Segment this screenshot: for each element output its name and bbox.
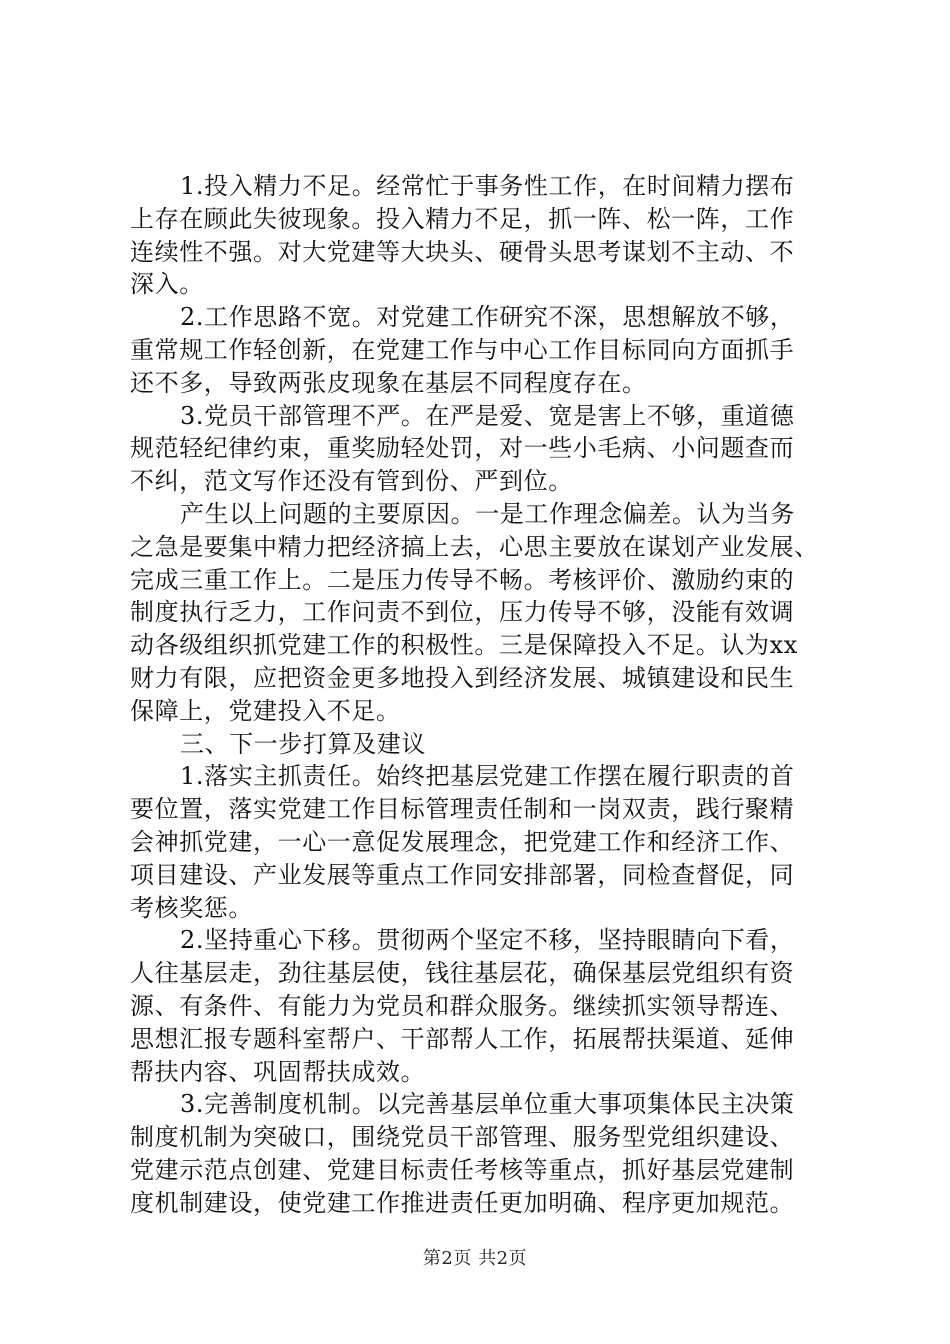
paragraph-line: 制度执行乏力，工作问责不到位，压力传导不够，没能有效调 (130, 598, 795, 627)
paragraph-line: 1.投入精力不足。经常忙于事务性工作，在时间精力摆布 (180, 172, 795, 200)
paragraph-line: 思想汇报专题科室帮户、干部帮人工作，拓展帮扶渠道、延伸 (130, 1024, 795, 1053)
paragraph-line: 保障上，党建投入不足。 (130, 696, 401, 725)
paragraph-line: 会神抓党建，一心一意促发展理念，把党建工作和经济工作、 (130, 827, 795, 856)
page-number-footer: 第2页 共2页 (422, 1248, 528, 1269)
paragraph-line: 人往基层走，劲往基层使，钱往基层花，确保基层党组织有资 (130, 959, 795, 988)
document-body (130, 170, 830, 1220)
paragraph-line: 不纠，范文写作还没有管到份、严到位。 (130, 467, 573, 496)
paragraph-line: 深入。 (130, 270, 204, 299)
paragraph-line: 之急是要集中精力把经济搞上去，心思主要放在谋划产业发展、 (130, 532, 819, 561)
paragraph-line: 制度机制为突破口，围绕党员干部管理、服务型党组织建设、 (130, 1123, 795, 1152)
paragraph-line: 3.完善制度机制。以完善基层单位重大事项集体民主决策 (180, 1090, 795, 1119)
paragraph-line: 要位置，落实党建工作目标管理责任制和一岗双责，践行聚精 (130, 795, 795, 824)
paragraph-line: 2.工作思路不宽。对党建工作研究不深，思想解放不够， (180, 303, 795, 332)
paragraph-line: 考核奖惩。 (130, 893, 253, 922)
paragraph-line: 财力有限，应把资金更多地投入到经济发展、城镇建设和民生 (130, 663, 795, 692)
paragraph-line: 1.落实主抓责任。始终把基层党建工作摆在履行职责的首 (180, 762, 795, 791)
section-heading: 三、下一步打算及建议 (180, 729, 426, 758)
paragraph-line: 上存在顾此失彼现象。投入精力不足，抓一阵、松一阵，工作 (130, 204, 795, 233)
paragraph-line: 产生以上问题的主要原因。一是工作理念偏差。认为当务 (180, 499, 795, 528)
paragraph-line: 规范轻纪律约束，重奖励轻处罚，对一些小毛病、小问题查而 (130, 434, 795, 463)
paragraph-line: 度机制建设，使党建工作推进责任更加明确、程序更加规范。 (130, 1188, 795, 1217)
paragraph-line: 党建示范点创建、党建目标责任考核等重点，抓好基层党建制 (130, 1155, 795, 1184)
paragraph-line: 项目建设、产业发展等重点工作同安排部署，同检查督促，同 (130, 860, 795, 889)
paragraph-line: 3.党员干部管理不严。在严是爱、宽是害上不够，重道德 (180, 401, 795, 430)
paragraph-line: 帮扶内容、巩固帮扶成效。 (130, 1057, 426, 1086)
paragraph-line: 完成三重工作上。二是压力传导不畅。考核评价、激励约束的 (130, 565, 795, 594)
paragraph-line: 重常规工作轻创新，在党建工作与中心工作目标同向方面抓手 (130, 335, 795, 364)
paragraph-line: 2.坚持重心下移。贯彻两个坚定不移，坚持眼睛向下看， (180, 926, 795, 955)
paragraph-line: 还不多，导致两张皮现象在基层不同程度存在。 (130, 368, 647, 397)
paragraph-line: 源、有条件、有能力为党员和群众服务。继续抓实领导帮连、 (130, 991, 795, 1020)
paragraph-line: 连续性不强。对大党建等大块头、硬骨头思考谋划不主动、不 (130, 237, 795, 266)
paragraph-line: 动各级组织抓党建工作的积极性。三是保障投入不足。认为xx (130, 631, 798, 660)
